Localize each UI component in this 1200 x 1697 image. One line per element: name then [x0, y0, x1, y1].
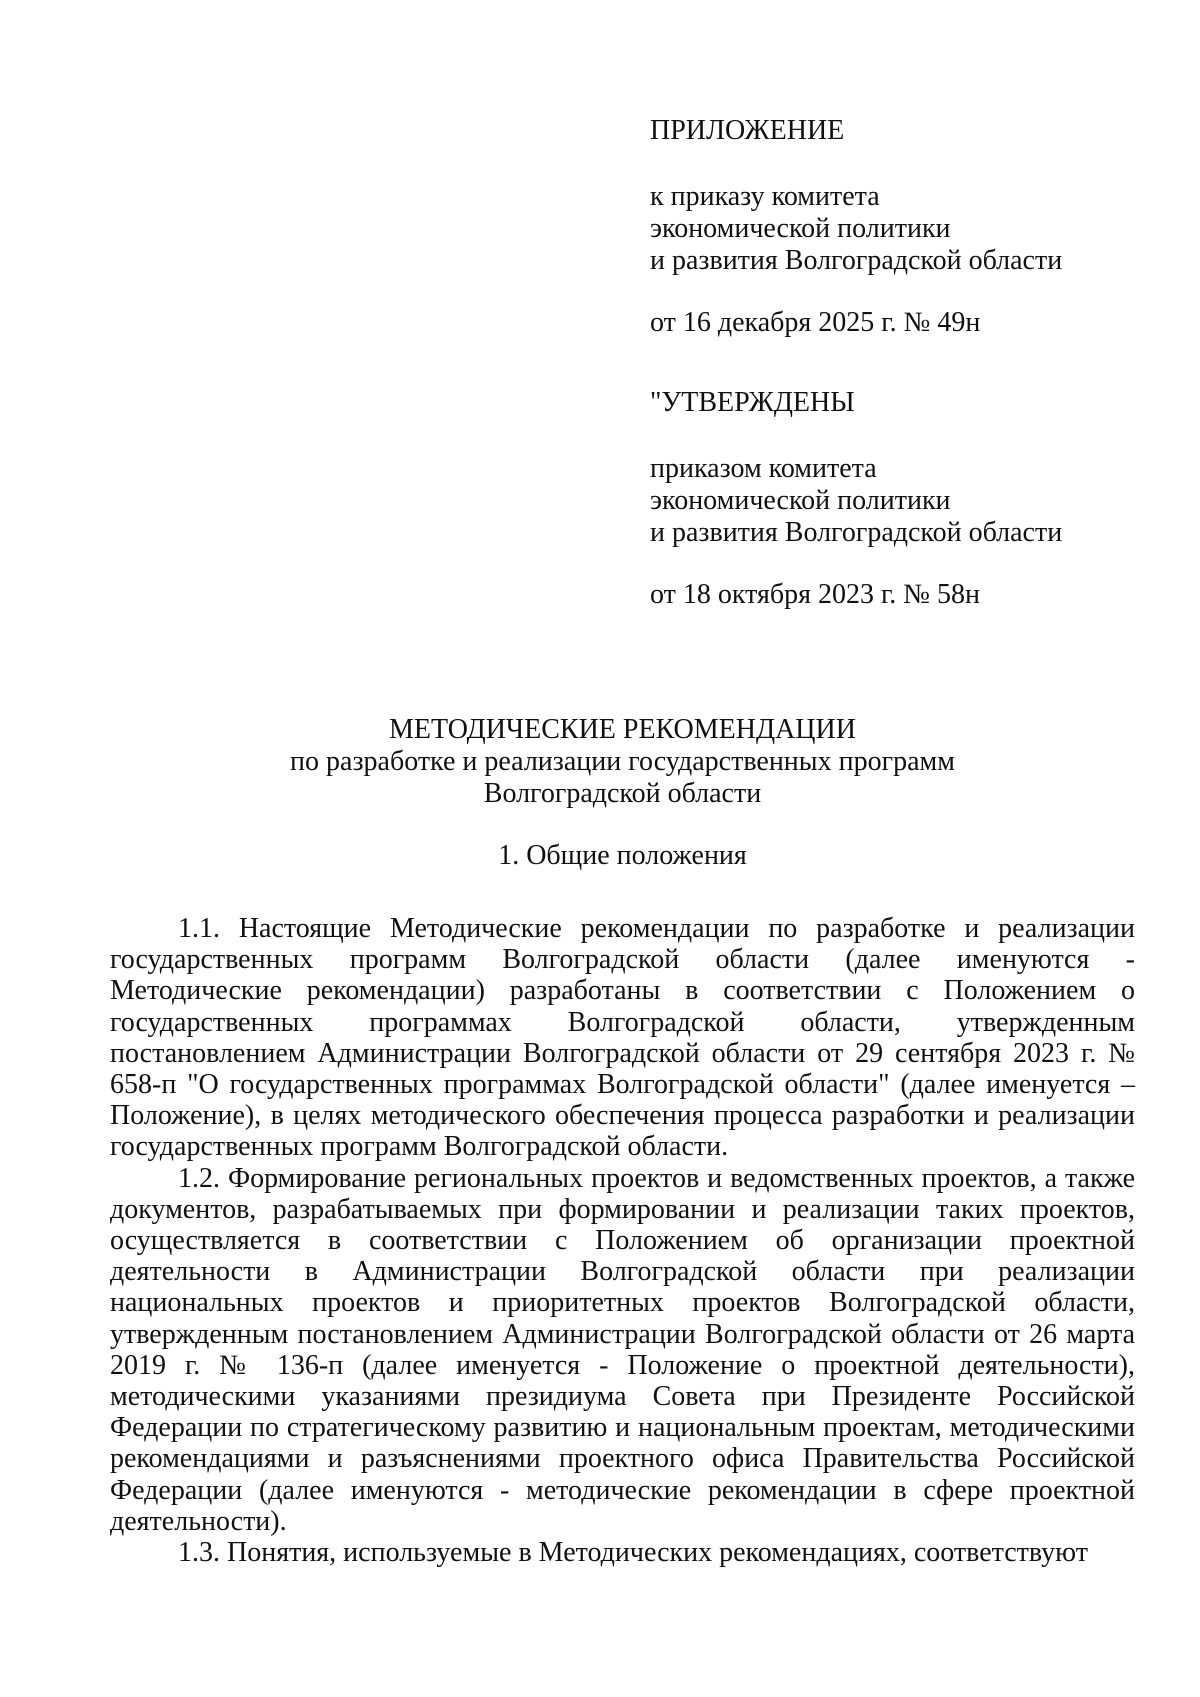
to-order-line: к приказу комитета: [650, 181, 880, 212]
approved-heading: "УТВЕРЖДЕНЫ: [650, 387, 855, 418]
attachment-header: [650, 115, 1170, 611]
document-title: МЕТОДИЧЕСКИЕ РЕКОМЕНДАЦИИ: [389, 714, 856, 745]
paragraph-1-3: 1.3. Понятия, используемые в Методических рекомендациях, соответствуют: [178, 1537, 1088, 1569]
attachment-title: ПРИЛОЖЕНИЕ: [650, 115, 845, 146]
document-body: [110, 913, 1135, 1568]
approved-by-line: экономической политики: [650, 485, 951, 516]
to-order-line: экономической политики: [650, 213, 951, 244]
paragraph-1-1: 1.1. Настоящие Методические рекомендации по разработке и реализации государственных программ Волгоградской области (далее именуются - Методические рекомендации) разработаны в соответствии с Положением о государственных программах Волгоградской области, утвержденным постановлением Администрации Волгоградской области от 29 сентября 2023 г. № 658-п "О государственных программах Волгоградской области" (далее именуется – Положение), в целях методического обеспечения процесса разработки и реализации государственных программ Волгоградской области.: [110, 913, 1135, 1163]
order-date: от 16 декабря 2025 г. № 49н: [650, 307, 981, 338]
approved-by-line: приказом комитета: [650, 453, 877, 484]
approved-by-line: и развития Волгоградской области: [650, 517, 1063, 548]
paragraph-1-2: 1.2. Формирование региональных проектов и ведомственных проектов, а также документов, разрабатываемых при формировании и реализации таких проектов, осуществляется в соответствии с Положением об организации проектной деятельности в Администрации Волгоградской области при реализации национальных проектов и приоритетных проектов Волгоградской области, утвержденным постановлением Администрации Волгоградской области от 26 марта 2019 г. № 136-п (далее именуется - Положение о проектной деятельности), методическими указаниями президиума Совета при Президенте Российской Федерации по стратегическому развитию и национальным проектам, методическими рекомендациями и разъяснениями проектного офиса Правительства Российской Федерации (далее именуются - методические рекомендации в сфере проектной деятельности).: [110, 1162, 1135, 1537]
document-subtitle-line: по разработке и реализации государственных программ: [290, 746, 955, 777]
section-heading: 1. Общие положения: [498, 840, 747, 871]
to-order-line: и развития Волгоградской области: [650, 245, 1063, 276]
approved-date: от 18 октября 2023 г. № 58н: [650, 579, 980, 610]
document-title-block: [110, 714, 1135, 872]
document-subtitle-line: Волгоградской области: [483, 778, 762, 809]
